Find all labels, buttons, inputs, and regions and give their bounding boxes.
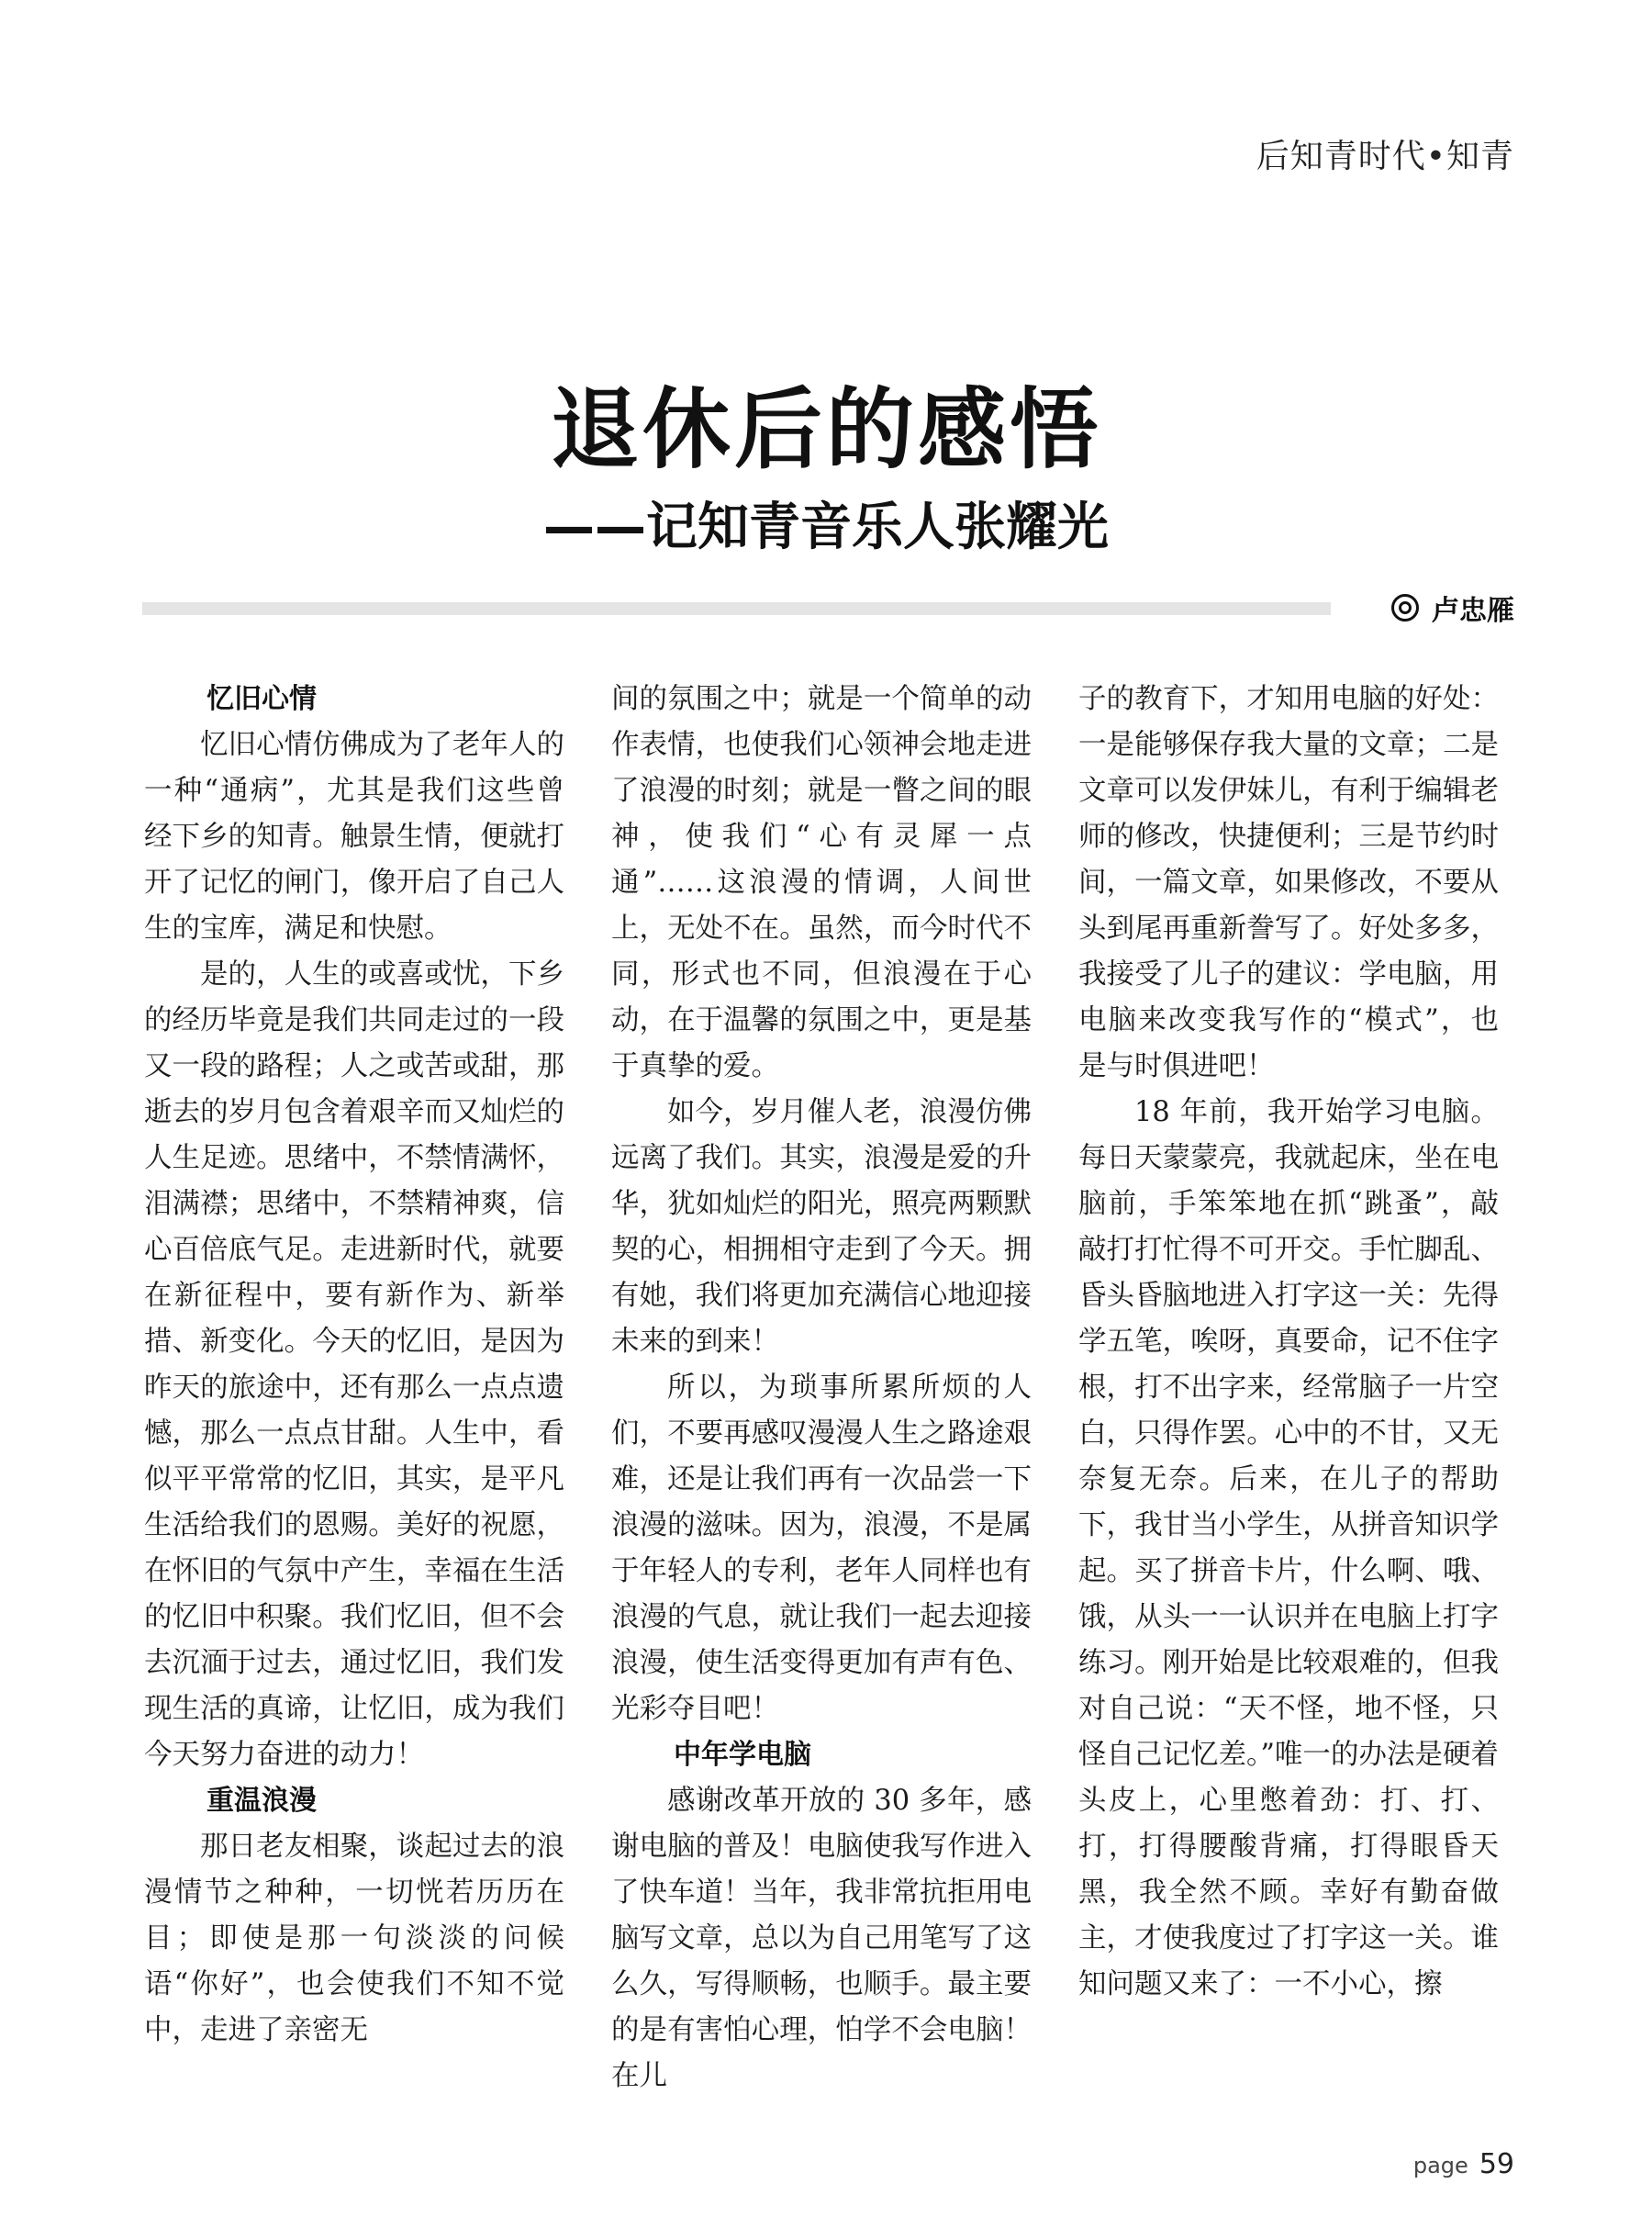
page-footer [1413,2148,1514,2180]
section-label: 后知青时代•知青 [1256,138,1514,175]
paragraph: 所以，为琐事所累所烦的人们，不要再感叹漫漫人生之路途艰难，还是让我们再有一次品尝一下浪漫的滋味。因为，浪漫，不是属于年轻人的专利，老年人同样也有浪漫的气息，就让我们一起去迎接浪漫，使生活变得更加有声有色、光彩夺目吧！ [611,1372,1032,1725]
page-number: 59 [1479,2148,1514,2180]
paragraph: 如今，岁月催人老，浪漫仿佛远离了我们。其实，浪漫是爱的升华，犹如灿烂的阳光，照亮两颗默契的心，相拥相守走到了今天。拥有她，我们将更加充满信心地迎接未来的到来！ [611,1096,1032,1358]
section-heading: 重温浪漫 [206,1785,317,1817]
page-label: page [1412,2153,1468,2178]
column-1 [144,677,564,2100]
article-subtitle: ——记知青音乐人张耀光 [543,498,1109,557]
byline [1391,588,1514,628]
double-circle-icon [1391,594,1419,622]
column-2 [611,677,1032,2100]
paragraph: 间的氛围之中；就是一个简单的动作表情，也使我们心领神会地走进了浪漫的时刻；就是一瞥之间的眼神，使我们“心有灵犀一点通”……这浪漫的情调，人间世上，无处不在。虽然，而今时代不同，形式也不同，但浪漫在于心动，在于温馨的氛围之中，更是基于真挚的爱。 [611,683,1032,1082]
title-divider [142,602,1331,615]
paragraph: 是的，人生的或喜或忧，下乡的经历毕竟是我们共同走过的一段又一段的路程；人之或苦或甜，那逝去的岁月包含着艰辛而又灿烂的人生足迹。思绪中，不禁情满怀，泪满襟；思绪中，不禁精神爽，信心百倍底气足。走进新时代，就要在新征程中，要有新作为、新举措、新变化。今天的忆旧，是因为昨天的旅途中，还有那么一点点遗憾，那么一点点甘甜。人生中，看似平平常常的忆旧，其实，是平凡生活给我们的恩赐。美好的祝愿，在怀旧的气氛中产生，幸福在生活的忆旧中积聚。我们忆旧，但不会去沉湎于过去，通过忆旧，我们发现生活的真谛，让忆旧，成为我们今天努力奋进的动力！ [144,958,564,1771]
paragraph: 子的教育下，才知用电脑的好处：一是能够保存我大量的文章；二是文章可以发伊妹儿，有利于编辑老师的修改，快捷便利；三是节约时间，一篇文章，如果修改，不要从头到尾再重新誊写了。好处多多，我接受了儿子的建议：学电脑，用电脑来改变我写作的“模式”，也是与时俱进吧！ [1078,683,1499,1082]
article-body [144,677,1499,2100]
paragraph: 感谢改革开放的 30 多年，感谢电脑的普及！电脑使我写作进入了快车道！当年，我非常抗拒用电脑写文章，总以为自己用笔写了这么久，写得顺畅，也顺手。最主要的是有害怕心理，怕学不会电脑！在儿 [611,1785,1032,2092]
author-name: 卢忠雁 [1432,595,1514,627]
paragraph: 那日老友相聚，谈起过去的浪漫情节之种种，一切恍若历历在目；即使是那一句淡淡的问候语“你好”，也会使我们不知不觉中，走进了亲密无 [144,1831,564,2046]
article-title: 退休后的感悟 [551,378,1101,481]
section-heading: 中年学电脑 [674,1739,811,1771]
column-3 [1078,677,1499,2100]
paragraph: 忆旧心情仿佛成为了老年人的一种“通病”，尤其是我们这些曾经下乡的知青。触景生情，便就打开了记忆的闸门，像开启了自己人生的宝库，满足和快慰。 [144,729,564,945]
paragraph: 18 年前，我开始学习电脑。每日天蒙蒙亮，我就起床，坐在电脑前，手笨笨地在抓“跳蚤”，敲敲打打忙得不可开交。手忙脚乱、昏头昏脑地进入打字这一关：先得学五笔，唉呀，真要命，记不住字根，打不出字来，经常脑子一片空白，只得作罢。心中的不甘，又无奈复无奈。后来，在儿子的帮助下，我甘当小学生，从拼音知识学起。买了拼音卡片，什么啊、哦、饿，从头一一认识并在电脑上打字练习。刚开始是比较艰难的，但我对自己说：“天不怪，地不怪，只怪自己记忆差。”唯一的办法是硬着头皮上，心里憋着劲：打、打、打，打得腰酸背痛，打得眼昏天黑，我全然不顾。幸好有勤奋做主，才使我度过了打字这一关。谁知问题又来了：一不小心，擦 [1078,1096,1499,2000]
section-heading: 忆旧心情 [206,683,317,715]
